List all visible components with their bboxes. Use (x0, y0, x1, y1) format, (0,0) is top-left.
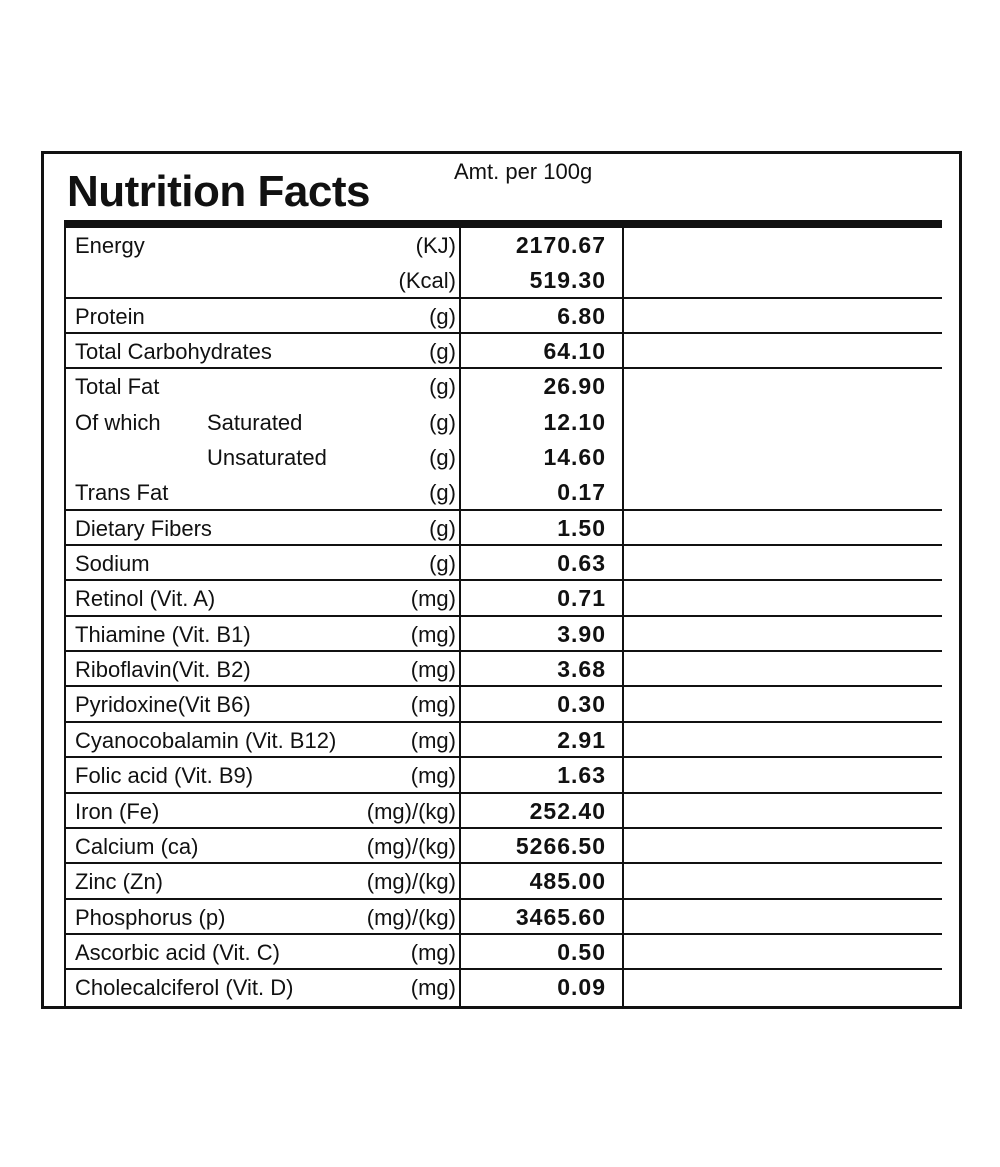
nutrient-value: 6.80 (557, 302, 606, 329)
nutrient-name: Dietary Fibers (75, 515, 212, 541)
nutrient-value: 485.00 (529, 868, 606, 895)
nutrient-row (66, 405, 942, 440)
nutrient-row (66, 369, 942, 404)
nutrient-value: 2.91 (557, 726, 606, 753)
nutrient-row (66, 900, 942, 935)
nutrient-value: 252.40 (529, 797, 606, 824)
nutrient-value: 519.30 (529, 267, 606, 294)
nutrient-name: Riboflavin(Vit. B2) (75, 657, 251, 683)
label-header (44, 154, 959, 238)
nutrient-value: 3465.60 (515, 903, 606, 930)
nutrient-name: Phosphorus (p) (75, 904, 226, 930)
nutrient-unit: (KJ) (415, 233, 456, 258)
nutrient-row (66, 263, 942, 298)
nutrient-value: 0.09 (557, 974, 606, 1001)
nutrient-name: Cholecalciferol (Vit. D) (75, 975, 294, 1001)
nutrient-value: 0.63 (557, 550, 606, 577)
nutrient-row (66, 581, 942, 616)
serving-amount-english: Amt. per 100g (454, 159, 593, 184)
nutrient-name: Iron (Fe) (75, 798, 160, 824)
nutrient-value: 0.71 (557, 585, 606, 612)
nutrient-subname: Saturated (207, 409, 303, 435)
nutrient-name: Folic acid (Vit. B9) (75, 763, 254, 789)
nutrient-unit: (mg) (410, 727, 456, 753)
nutrient-unit: (g) (429, 445, 456, 471)
nutrient-value: 0.17 (557, 479, 606, 506)
nutrient-name: Trans Fat (75, 480, 169, 506)
nutrient-name: Zinc (Zn) (75, 869, 163, 895)
nutrient-unit: (g) (429, 339, 456, 365)
nutrient-unit: (mg) (410, 586, 456, 612)
column-divider-unit-value (459, 228, 461, 1006)
nutrient-unit: (g) (429, 480, 456, 506)
nutrient-value: 0.30 (557, 691, 606, 718)
nutrient-value: 3.68 (557, 656, 606, 683)
nutrient-value: 26.90 (543, 373, 606, 400)
header-rule (64, 220, 942, 228)
nutrient-row (66, 864, 942, 899)
nutrient-row (66, 687, 942, 722)
nutrient-unit: (mg) (410, 621, 456, 647)
nutrient-value: 3.90 (557, 620, 606, 647)
nutrient-row (66, 546, 942, 581)
nutrient-value: 5266.50 (515, 832, 606, 859)
nutrient-unit: (mg)/(kg) (366, 869, 456, 895)
nutrient-unit: (mg)/(kg) (366, 798, 456, 824)
nutrient-row (66, 334, 942, 369)
nutrient-row (66, 511, 942, 546)
nutrient-unit: (Kcal) (398, 268, 456, 294)
nutrient-unit: (mg) (410, 975, 456, 1001)
nutrient-unit: (mg) (410, 939, 456, 965)
nutrient-table (64, 228, 942, 1006)
nutrient-name: Calcium (ca) (75, 833, 199, 859)
nutrient-name: Ascorbic acid (Vit. C) (75, 939, 280, 965)
nutrient-value: 0.50 (557, 938, 606, 965)
nutrient-row (66, 723, 942, 758)
nutrient-name: Thiamine (Vit. B1) (75, 621, 251, 647)
nutrient-row (66, 475, 942, 510)
nutrient-row (66, 970, 942, 1005)
title-english: Nutrition Facts (67, 167, 370, 216)
column-divider-value-arabic (622, 228, 624, 1006)
nutrient-name: Protein (75, 303, 145, 329)
nutrient-unit: (g) (429, 374, 456, 400)
nutrient-name: Sodium (75, 551, 150, 577)
nutrient-row (66, 652, 942, 687)
nutrient-name: Total Fat (75, 374, 160, 400)
nutrient-row (66, 935, 942, 970)
nutrient-subname: Unsaturated (207, 445, 327, 471)
nutrient-name: Cyanocobalamin (Vit. B12) (75, 727, 337, 753)
nutrient-row (66, 829, 942, 864)
nutrient-value: 14.60 (543, 444, 606, 471)
nutrition-label (41, 151, 962, 1009)
nutrient-unit: (mg) (410, 657, 456, 683)
nutrient-name: Total Carbohydrates (75, 339, 272, 365)
nutrient-row (66, 758, 942, 793)
nutrient-value: 12.10 (543, 408, 606, 435)
nutrient-row (66, 299, 942, 334)
nutrient-name: Energy (75, 233, 145, 258)
nutrient-unit: (mg)/(kg) (366, 833, 456, 859)
nutrient-unit: (g) (429, 515, 456, 541)
nutrient-row (66, 228, 942, 263)
nutrient-unit: (mg) (410, 692, 456, 718)
nutrient-row (66, 794, 942, 829)
nutrient-unit: (g) (429, 303, 456, 329)
nutrient-name: Of which (75, 409, 161, 435)
nutrient-name: Pyridoxine(Vit B6) (75, 692, 251, 718)
nutrient-value: 2170.67 (515, 232, 606, 258)
nutrient-unit: (mg)/(kg) (366, 904, 456, 930)
nutrient-row (66, 440, 942, 475)
nutrient-unit: (g) (429, 409, 456, 435)
nutrient-row (66, 617, 942, 652)
nutrient-value: 64.10 (543, 338, 606, 365)
nutrient-unit: (g) (429, 551, 456, 577)
nutrient-value: 1.50 (557, 514, 606, 541)
nutrient-value: 1.63 (557, 762, 606, 789)
nutrient-unit: (mg) (410, 763, 456, 789)
nutrient-name: Retinol (Vit. A) (75, 586, 216, 612)
nutrient-rows (66, 228, 942, 1006)
